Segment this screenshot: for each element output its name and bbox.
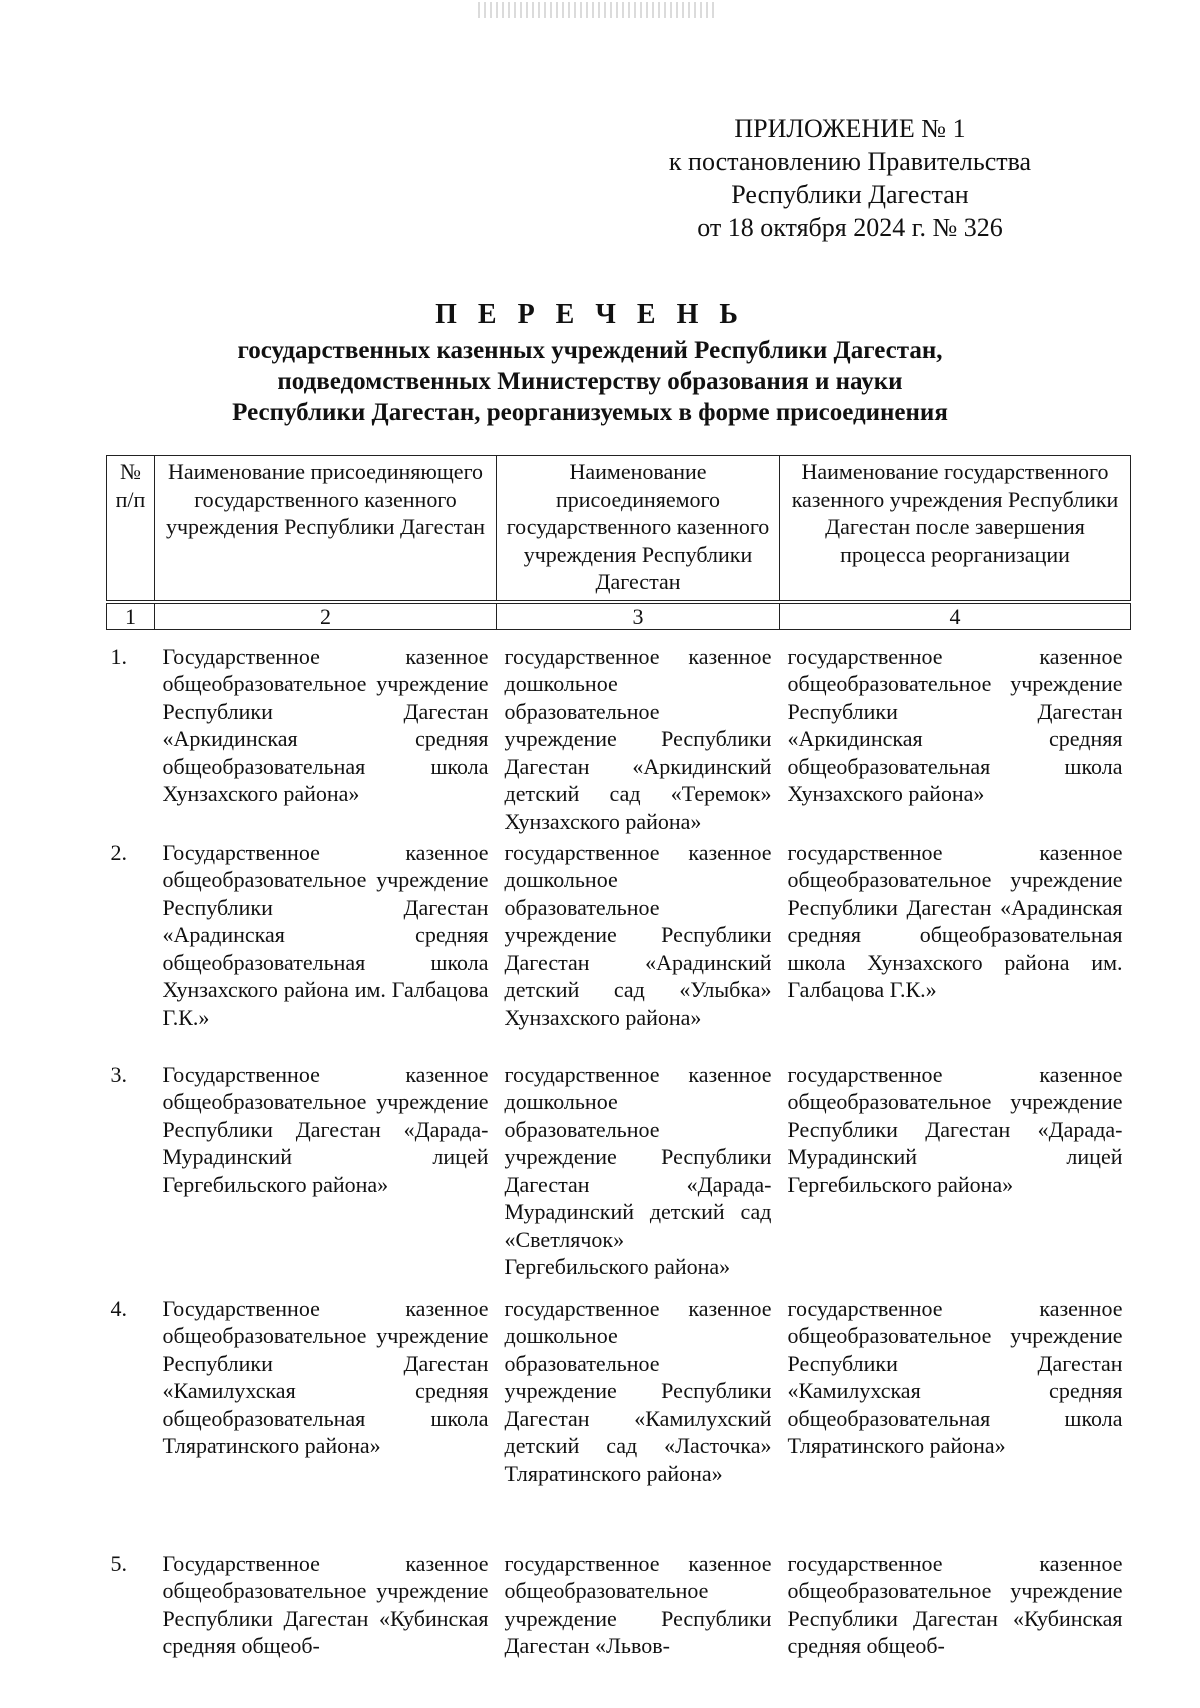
resulting-institution: государственное казенное общеобразовательное учреждение Республики Дагестан «Кубинская средняя общеоб- [787, 1550, 1123, 1658]
table-row [107, 839, 1131, 1061]
resulting-institution: государственное казенное общеобразовательное учреждение Республики Дагестан «Аркидинская средняя общеобразовательная школа Хунзахского района» [787, 643, 1123, 806]
header-resulting-institution: Наименование государственного казенного учреждения Республики Дагестан после завершения процесса реорганизации [780, 456, 1131, 602]
appendix-ref: к постановлению Правительства [668, 147, 1032, 176]
resulting-institution: государственное казенное общеобразовательное учреждение Республики Дагестан «Дарада-Мурадинский лицей Гергебильского района» [787, 1061, 1123, 1197]
header-joining-institution: Наименование присоединяющего государственного казенного учреждения Республики Дагестан [155, 456, 497, 602]
table-row [107, 1550, 1131, 1670]
appendix-block [640, 112, 1060, 244]
table-header-row [107, 456, 1131, 602]
scan-artifact [478, 2, 718, 18]
table-column-numbers-row [107, 602, 1131, 630]
row-number: 2. [110, 839, 127, 865]
joined-institution: государственное казенное дошкольное образовательное учреждение Республики Дагестан «Арадинский детский сад «Улыбка» Хунзахского района» [504, 839, 772, 1030]
row-number: 4. [110, 1295, 127, 1321]
joining-institution: Государственное казенное общеобразовательное учреждение Республики Дагестан «Арадинская средняя общеобразовательная школа Хунзахского района им. Галбацова Г.К.» [162, 839, 489, 1030]
appendix-region: Республики Дагестан [731, 180, 969, 209]
institutions-table [106, 455, 1131, 1670]
joined-institution: государственное казенное дошкольное образовательное учреждение Республики Дагестан «Дарада-Мурадинский детский сад «Светлячок» Гергебильского района» [504, 1061, 772, 1279]
row-number: 3. [110, 1061, 127, 1087]
header-joined-institution: Наименование присоединяемого государственного казенного учреждения Республики Дагестан [497, 456, 780, 602]
column-number: 3 [497, 602, 780, 630]
joining-institution: Государственное казенное общеобразовательное учреждение Республики Дагестан «Дарада-Мурадинский лицей Гергебильского района» [162, 1061, 489, 1197]
table-row [107, 1061, 1131, 1295]
heading-line-1: государственных казенных учреждений Республики Дагестан, [237, 337, 943, 364]
joined-institution: государственное казенное дошкольное образовательное учреждение Республики Дагестан «Аркидинский детский сад «Теремок» Хунзахского района» [504, 643, 772, 834]
table-row [107, 629, 1131, 839]
appendix-number: ПРИЛОЖЕНИЕ № 1 [734, 114, 966, 143]
row-number: 1. [110, 643, 127, 669]
column-number: 4 [780, 602, 1131, 630]
appendix-date: от 18 октября 2024 г. № 326 [697, 213, 1003, 242]
heading-title: П Е Р Е Ч Е Н Ь [435, 299, 745, 330]
joined-institution: государственное казенное дошкольное образовательное учреждение Республики Дагестан «Камилухский детский сад «Ласточка» Тляратинского района» [504, 1295, 772, 1486]
heading-line-3: Республики Дагестан, реорганизуемых в форме присоединения [232, 399, 948, 426]
resulting-institution: государственное казенное общеобразовательное учреждение Республики Дагестан «Камилухская средняя общеобразовательная школа Тляратинского района» [787, 1295, 1123, 1458]
table-row [107, 1295, 1131, 1550]
heading-line-2: подведомственных Министерству образования и науки [277, 368, 903, 395]
column-number: 1 [107, 602, 155, 630]
column-number: 2 [155, 602, 497, 630]
joining-institution: Государственное казенное общеобразовательное учреждение Республики Дагестан «Камилухская средняя общеобразовательная школа Тляратинского района» [162, 1295, 489, 1458]
resulting-institution: государственное казенное общеобразовательное учреждение Республики Дагестан «Арадинская средняя общеобразовательная школа Хунзахского района им. Галбацова Г.К.» [787, 839, 1123, 1002]
joining-institution: Государственное казенное общеобразовательное учреждение Республики Дагестан «Аркидинская средняя общеобразовательная школа Хунзахского района» [162, 643, 489, 806]
document-heading [150, 298, 1030, 428]
row-number: 5. [110, 1550, 127, 1576]
joined-institution: государственное казенное общеобразовательное учреждение Республики Дагестан «Львов- [504, 1550, 772, 1658]
joining-institution: Государственное казенное общеобразовательное учреждение Республики Дагестан «Кубинская средняя общеоб- [162, 1550, 489, 1658]
header-number: № п/п [107, 456, 155, 602]
